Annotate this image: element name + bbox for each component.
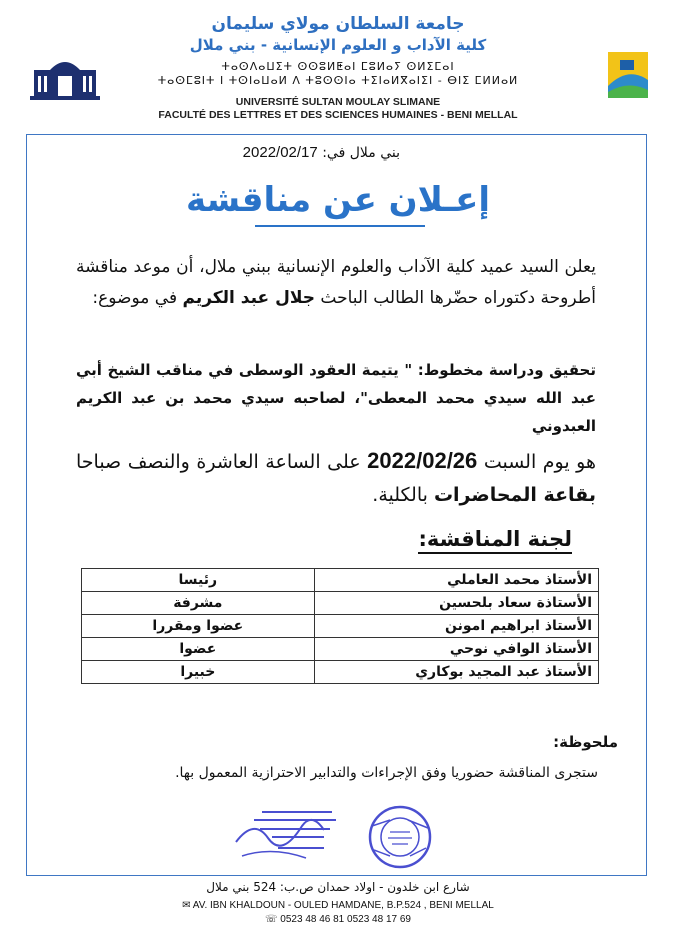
committee-member-role: عضوا: [82, 638, 315, 661]
defense-hall: بقاعة المحاضرات: [433, 484, 596, 506]
committee-row: [82, 615, 599, 638]
committee-member-role: خبيرا: [82, 661, 315, 684]
date-value: 2022/02/17: [242, 144, 318, 161]
footer-phones-text: 0523 48 46 81 0523 48 17 69: [280, 914, 411, 925]
university-name-fr: UNIVERSITÉ SULTAN MOULAY SLIMANE: [235, 96, 441, 108]
committee-table: [81, 568, 599, 684]
faculty-name-fr: FACULTÉ DES LETTRES ET DES SCIENCES HUMAINES - BENI MELLAL: [158, 109, 518, 121]
committee-member-role: رئيسا: [82, 569, 315, 592]
committee-member-name: الأستاذ عبد المجيد بوكاري: [314, 661, 598, 684]
committee-member-role: مشرفة: [82, 592, 315, 615]
mail-icon: ✉: [182, 900, 191, 911]
faculty-name-ar: كلية الآداب و العلوم الإنسانية - بني ملال: [189, 36, 487, 54]
footer-phones: [0, 914, 676, 925]
committee-member-name: الأستاذ ابراهيم امونن: [314, 615, 598, 638]
defense-date: 2022/02/26: [367, 448, 478, 473]
committee-row: [82, 638, 599, 661]
announcement-paragraph: [76, 252, 596, 314]
tifinagh-line-1: ⵜⴰⵙⴷⴰⵡⵉⵜ ⵙⵙⵓⵍⵟⴰⵏ ⵎⵓⵍⴰⵢ ⵙⵍⵉⵎⴰⵏ: [221, 60, 455, 73]
committee-row: [82, 569, 599, 592]
committee-row: [82, 661, 599, 684]
university-name-ar: جامعة السلطان مولاي سليمان: [211, 14, 465, 34]
schedule-day: هو يوم السبت: [477, 451, 596, 473]
announcement-intro: يعلن السيد عميد كلية الآداب والعلوم الإنسانية ببني ملال، أن موعد مناقشة أطروحة دكتوراه حضّرها الطالب الباحث: [76, 257, 596, 308]
date-line: [200, 144, 400, 161]
announcement-outro: في موضوع:: [92, 288, 183, 308]
schedule-time: على الساعة العاشرة والنصف صباحا: [76, 451, 368, 473]
committee-member-name: الأستاذ الوافي نوحي: [314, 638, 598, 661]
date-label: بني ملال في:: [322, 145, 400, 161]
page-title: إعـلان عن مناقشة: [185, 180, 490, 220]
tifinagh-line-2: ⵜⴰⵙⵎⵓⵏⵜ ⵏ ⵜⵙⵏⴰⵡⴰⵍ ⴷ ⵜⵓⵙⵙⵏⴰ ⵜⵉⵏⴰⵍⴳⴰⵏⵉⵏ - ⴱⵏⵉ ⵎⵍⵍⴰⵍ: [157, 74, 519, 87]
footer-address-fr-text: AV. IBN KHALDOUN - OULED HAMDANE, B.P.524 , BENI MELLAL: [192, 900, 494, 911]
committee-row: [82, 592, 599, 615]
thesis-subject: تحقيق ودراسة مخطوط: " يتيمة العقود الوسطى في مناقب الشيخ أبي عبد الله سيدي محمد المعطى"، لصاحبه سيدي محمد بن عبد الكريم العبدوني: [76, 361, 596, 435]
note-text: ستجرى المناقشة حضوريا وفق الإجراءات والتدابير الاحترازية المعمول بها.: [175, 765, 598, 781]
committee-member-name: الأستاذ محمد العاملي: [314, 569, 598, 592]
student-name: جلال عبد الكريم: [182, 288, 315, 308]
title-underline: [255, 225, 425, 227]
dean-signature-stamp: [232, 804, 348, 864]
committee-member-name: الأستاذة سعاد بلحسين: [314, 592, 598, 615]
schedule-place: بالكلية.: [372, 484, 434, 506]
tifinagh-header: [0, 60, 676, 88]
faculty-building-logo: [30, 52, 100, 102]
faculty-seal-stamp: [350, 802, 448, 872]
footer-address-fr: [0, 900, 676, 911]
schedule-paragraph: [76, 444, 596, 512]
footer-address-ar: شارع ابن خلدون - اولاد حمدان ص.ب: 524 بني ملال: [206, 880, 470, 894]
note-title: ملحوظة:: [553, 733, 618, 751]
committee-title: لجنة المناقشة:: [418, 527, 572, 554]
committee-member-role: عضوا ومقررا: [82, 615, 315, 638]
university-logo: [602, 46, 654, 106]
phone-icon: ☏: [265, 914, 278, 925]
